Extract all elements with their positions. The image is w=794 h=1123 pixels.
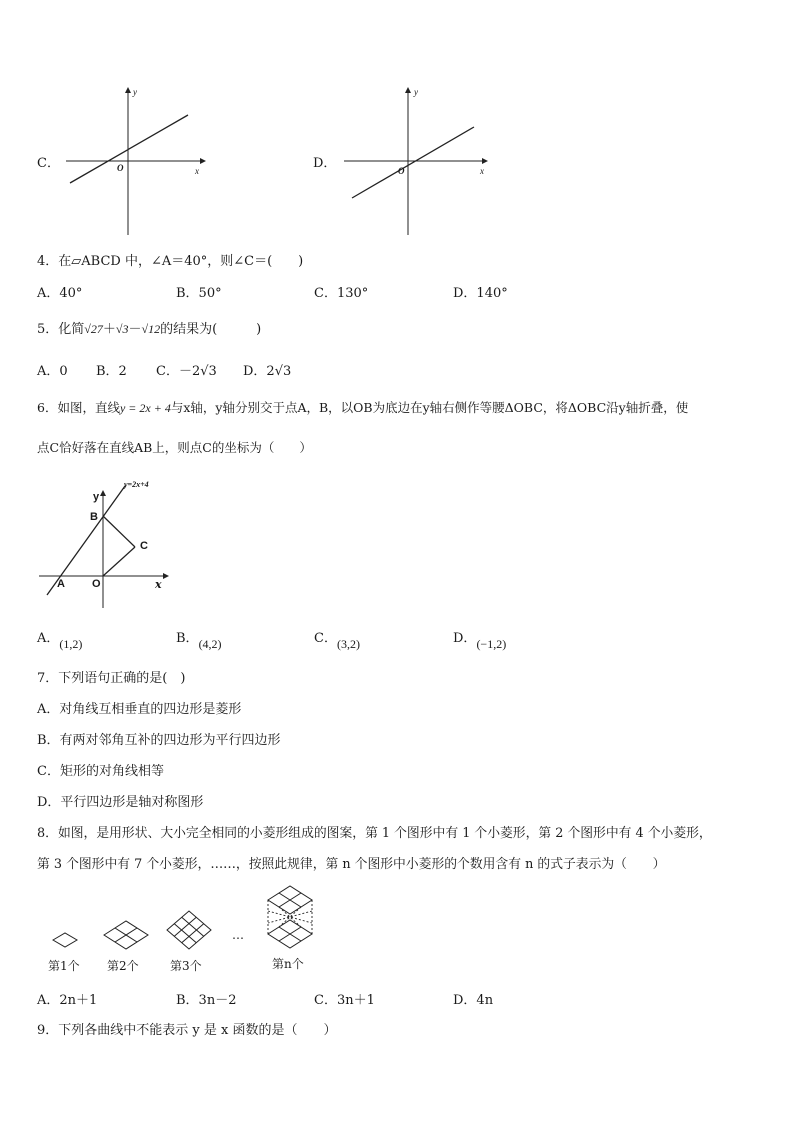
q6-x-label: x — [155, 578, 162, 591]
q6-option-c-letter: C． — [314, 631, 337, 646]
q7-option-c: C．矩形的对角线相等 — [37, 764, 164, 779]
q7-option-b: B．有两对邻角互补的四边形为平行四边形 — [37, 733, 281, 748]
q8-figure-n — [264, 884, 316, 950]
q8-label-3: 第3个 — [170, 959, 202, 973]
q8-label-1: 第1个 — [48, 959, 80, 973]
q6-option-d-value: (−1,2) — [476, 637, 507, 651]
q9-stem: 9．下列各曲线中不能表示 y 是 x 函数的是（ ） — [37, 1023, 337, 1038]
q6-y-label: y — [93, 491, 100, 503]
q3d-x-label: x — [480, 166, 484, 176]
q6-option-a-letter: A． — [37, 631, 60, 646]
q6-stem-line2: 点C恰好落在直线AB上，则点C的坐标为（ ） — [37, 440, 312, 455]
q7-stem: 7．下列语句正确的是( ) — [37, 671, 186, 686]
q7-option-a: A．对角线互相垂直的四边形是菱形 — [37, 702, 242, 717]
q6-option-b-value: (4,2) — [198, 637, 222, 651]
q8-figure-2 — [102, 918, 150, 952]
q6-line1-start: 6．如图，直线 — [37, 400, 120, 415]
q6-point-b: B — [90, 511, 98, 523]
q4-option-b: B．50° — [176, 286, 222, 301]
q6-equation: y = 2x + 4 — [119, 401, 171, 415]
q3d-origin-label: O — [398, 166, 405, 176]
q6-option-c — [314, 627, 360, 651]
q3c-y-label: y — [133, 87, 137, 97]
q5-option-b: B．2 — [96, 364, 127, 379]
q8-figure-1 — [52, 930, 78, 950]
q5-term-a: √27 — [84, 322, 103, 336]
q8-label-2: 第2个 — [107, 959, 139, 973]
q5-suffix: 的结果为( ) — [160, 322, 262, 337]
q6-point-o: O — [92, 578, 101, 590]
q8-stem-line1: 8．如图，是用形状、大小完全相同的小菱形组成的图案，第 1 个图形中有 1 个小菱形，第 2 个图形中有 4 个小菱形， — [37, 826, 712, 841]
q6-option-b-letter: B． — [176, 631, 199, 646]
q5-option-d: D．2√3 — [243, 364, 292, 379]
q5-minus: － — [128, 322, 142, 337]
q8-option-c: C．3n＋1 — [314, 993, 375, 1008]
q3d-y-label: y — [414, 87, 418, 97]
q5-option-a: A．0 — [37, 364, 68, 379]
q7-option-d: D．平行四边形是轴对称图形 — [37, 795, 204, 810]
q8-option-a: A．2n＋1 — [37, 993, 98, 1008]
q8-stem-line2: 第 3 个图形中有 7 个小菱形，……，按照此规律，第 n 个图形中小菱形的个数用含有 n 的式子表示为（ ） — [37, 857, 666, 872]
q8-figure-3 — [165, 909, 213, 951]
q6-point-a: A — [57, 578, 65, 590]
q5-stem — [37, 318, 261, 337]
q5-term-b: √3 — [115, 322, 129, 336]
q6-option-a — [37, 627, 83, 651]
q6-line1-rest: 与x轴，y轴分别交于点A，B，以OB为底边在y轴右侧作等腰ΔOBC，将ΔOBC沿y轴折叠，使 — [170, 400, 689, 415]
q4-option-a: A．40° — [37, 286, 83, 301]
q8-option-d: D．4n — [453, 993, 494, 1008]
q6-line-label: y=2x+4 — [124, 480, 149, 489]
q3-option-c-graph — [60, 85, 210, 240]
q8-label-n: 第n个 — [272, 957, 304, 971]
q5-term-c: √12 — [141, 322, 161, 336]
q6-option-b — [176, 627, 222, 651]
q5-plus: ＋ — [102, 322, 116, 337]
q4-stem: 4．在▱ABCD 中，∠A＝40°，则∠C＝( ) — [37, 254, 304, 269]
q5-prefix: 5．化简 — [37, 322, 85, 337]
q6-figure — [37, 480, 172, 620]
q3-option-d-letter: D． — [313, 156, 337, 171]
q6-option-d — [453, 627, 507, 651]
q6-option-d-letter: D． — [453, 631, 477, 646]
q5-option-c: C．－2√3 — [156, 364, 217, 379]
q8-ellipsis: … — [232, 928, 244, 942]
q3-option-d-graph — [340, 85, 495, 240]
q6-stem-line1 — [37, 398, 688, 416]
q3-option-c-letter: C． — [37, 156, 60, 171]
q6-point-c: C — [140, 540, 148, 552]
q6-option-a-value: (1,2) — [59, 637, 83, 651]
q3c-origin-label: O — [117, 163, 124, 173]
q4-option-c: C．130° — [314, 286, 369, 301]
q4-option-d: D．140° — [453, 286, 508, 301]
q6-option-c-value: (3,2) — [336, 637, 360, 651]
q3c-x-label: x — [195, 166, 199, 176]
q8-option-b: B．3n－2 — [176, 993, 237, 1008]
